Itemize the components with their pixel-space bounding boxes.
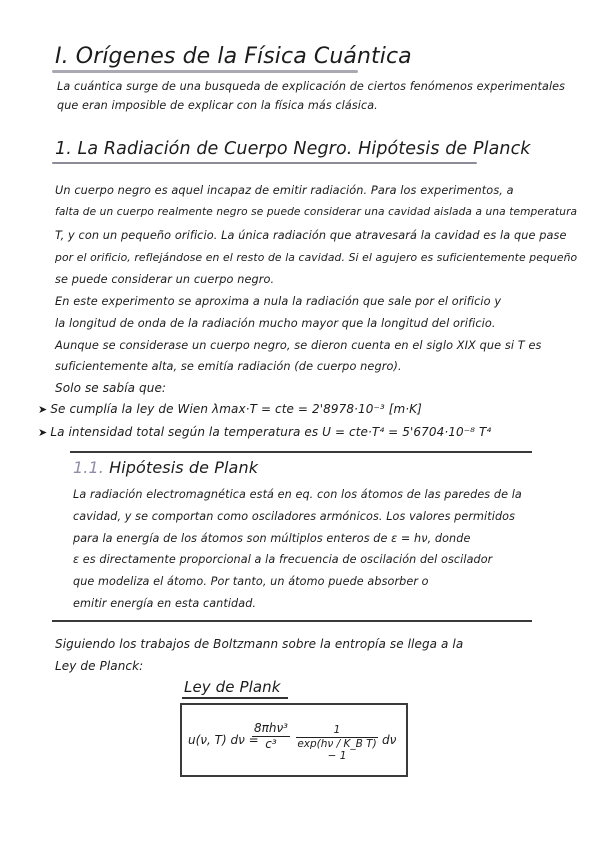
para-11-line-2: cavidad, y se comportan como osciladores armónicos. Los valores permitidos: [73, 510, 516, 523]
bullet-wien-text: Se cumplía la ley de Wien λmax·T = cte = 2'8978·10⁻³ [m·K]: [50, 402, 422, 416]
para-11-line-4: ε es directamente proporcional a la frecuencia de oscilación del oscilador: [73, 553, 493, 566]
subsection-1-1-title-text: Hipótesis de Plank: [109, 458, 259, 477]
formula-tail: dν: [382, 733, 397, 747]
para-a-line-4: por el orificio, reflejándose en el resto de la cavidad. Si el agujero es suficientemente pequeño: [55, 251, 578, 264]
section-title: I. Orígenes de la Física Cuántica: [55, 44, 412, 69]
para-b-line-4: suficientemente alta, se emitía radiación (de cuerpo negro).: [55, 360, 402, 373]
subsection-1-1-number: 1.1.: [73, 458, 104, 477]
para-11-line-1: La radiación electromagnética está en eq. con los átomos de las paredes de la: [73, 488, 522, 501]
subsection-1-1-title: [73, 458, 258, 477]
subsection-1-title: 1. La Radiación de Cuerpo Negro. Hipótesis de Planck: [55, 139, 531, 159]
para-a-line-1: Un cuerpo negro es aquel incapaz de emitir radiación. Para los experimentos, a: [55, 184, 514, 197]
formula-fraction-1: [252, 721, 290, 751]
para-11-line-3: para la energía de los átomos son múltiplos enteros de ε = hν, donde: [73, 532, 471, 545]
para-b-line-2: la longitud de onda de la radiación mucho mayor que la longitud del orificio.: [55, 317, 496, 330]
fraction-2-numerator: 1: [296, 724, 378, 738]
formula-lhs: u(ν, T) dν =: [188, 733, 259, 747]
title-underline: [52, 70, 358, 73]
para-11-line-6: emitir energía en esta cantidad.: [73, 597, 257, 610]
divider-bottom: [52, 620, 532, 622]
para-a-line-5: se puede considerar un cuerpo negro.: [55, 273, 275, 286]
arrow-right-icon: ➤: [38, 426, 48, 439]
para-a-line-2: falta de un cuerpo realmente negro se puede considerar una cavidad aislada a una temperatura: [55, 206, 578, 218]
planck-formula-box: [180, 703, 408, 777]
arrow-right-icon: ➤: [38, 403, 48, 416]
para-11-line-5: que modeliza el átomo. Por tanto, un átomo puede absorber o: [73, 575, 429, 588]
divider-top: [70, 451, 532, 453]
formula-fraction-2: [296, 724, 378, 762]
intro-line-2: que eran imposible de explicar con la física más clásica.: [57, 99, 378, 112]
fraction-2-denominator: exp(hν / K_B T) − 1: [297, 738, 377, 762]
bullet-wien: [38, 402, 422, 416]
planck-lead-line-2: Ley de Planck:: [55, 659, 144, 673]
fraction-1-numerator: 8πhν³: [254, 721, 288, 735]
planck-law-underline: [182, 697, 288, 699]
para-b-line-3: Aunque se considerase un cuerpo negro, se dieron cuenta en el siglo XIX que si T es: [55, 339, 542, 352]
fraction-1-denominator: c³: [265, 737, 277, 751]
subsection-1-underline: [52, 162, 477, 164]
bullet-intensity: [38, 425, 491, 439]
planck-law-title: Ley de Plank: [184, 678, 281, 696]
intro-line-1: La cuántica surge de una busqueda de explicación de ciertos fenómenos experimentales: [57, 80, 566, 93]
para-b-line-5: Solo se sabía que:: [55, 381, 167, 395]
bullet-intensity-text: La intensidad total según la temperatura es U = cte·T⁴ = 5'6704·10⁻⁸ T⁴: [50, 425, 492, 439]
para-b-line-1: En este experimento se aproxima a nula la radiación que sale por el orificio y: [55, 295, 502, 308]
planck-lead-line-1: Siguiendo los trabajos de Boltzmann sobre la entropía se llega a la: [55, 637, 464, 651]
para-a-line-3: T, y con un pequeño orificio. La única radiación que atravesará la cavidad es la que pase: [55, 229, 567, 242]
